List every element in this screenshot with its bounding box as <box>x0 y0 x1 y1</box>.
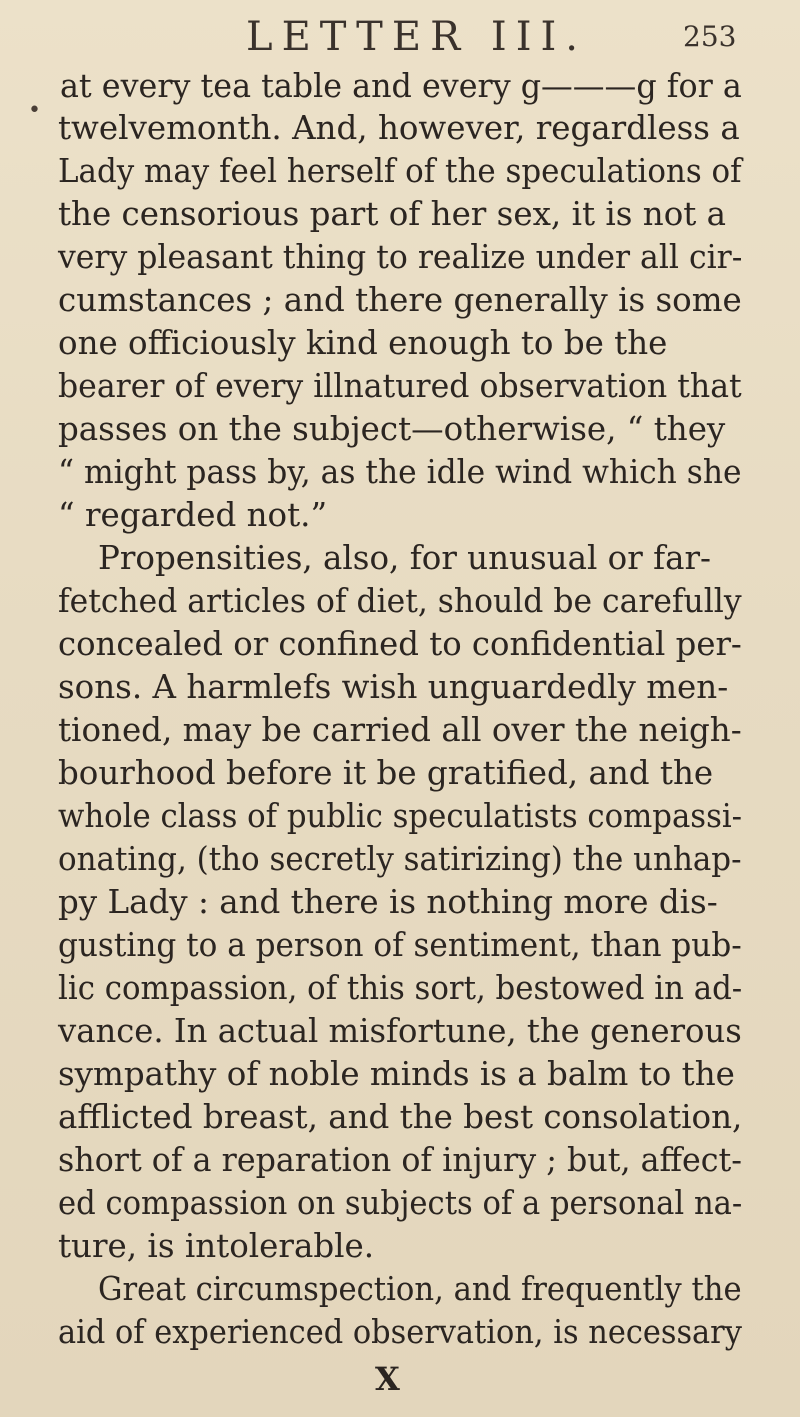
text-line: ture, is intolerable. <box>58 1227 375 1265</box>
text-line: Propensities, also, for unusual or far- <box>98 539 712 577</box>
margin-mark: • <box>28 98 41 123</box>
running-head <box>0 14 800 62</box>
text-line: bourhood before it be gratified, and the <box>58 754 714 792</box>
text-line: passes on the subject—otherwise, “ they <box>58 410 726 448</box>
text-line: sympathy of noble minds is a balm to the <box>58 1055 735 1093</box>
text-line: onating, (tho secretly satirizing) the unhap- <box>58 840 742 878</box>
text-line: bearer of every illnatured observation that <box>58 367 742 405</box>
text-line: gusting to a person of sentiment, than pub- <box>58 926 742 964</box>
text-line: ed compassion on subjects of a personal na- <box>58 1184 743 1222</box>
text-line: afflicted breast, and the best consolation, <box>58 1098 743 1136</box>
text-line: Lady may feel herself of the speculations of <box>58 152 742 190</box>
text-line: one officiously kind enough to be the <box>58 324 668 362</box>
page-number: 253 <box>683 20 737 53</box>
text-line: twelvemonth. And, however, regardless a <box>58 109 740 147</box>
text-line: vance. In actual misfortune, the generous <box>58 1012 742 1050</box>
text-line: sons. A harmlefs wish unguardedly men- <box>58 668 729 706</box>
text-line: at every tea table and every g———g for a <box>60 67 742 105</box>
text-line: whole class of public speculatists compassi- <box>58 797 743 835</box>
text-line: cumstances ; and there generally is some <box>58 281 742 319</box>
text-line: Great circumspection, and frequently the <box>98 1270 742 1308</box>
text-line: py Lady : and there is nothing more dis- <box>58 883 718 921</box>
text-line: lic compassion, of this sort, bestowed in ad- <box>58 969 743 1007</box>
text-line: fetched articles of diet, should be carefully <box>58 582 742 620</box>
chapter-heading: LETTER III. <box>246 14 588 60</box>
text-line: aid of experienced observation, is necessary <box>58 1313 742 1351</box>
text-line: tioned, may be carried all over the neigh- <box>58 711 742 749</box>
text-line: the censorious part of her sex, it is not a <box>58 195 727 233</box>
text-line: “ might pass by, as the idle wind which she <box>58 453 742 491</box>
text-line: very pleasant thing to realize under all cir- <box>58 238 743 276</box>
text-line: concealed or confined to confidential per- <box>58 625 742 663</box>
text-line: “ regarded not.” <box>58 496 328 534</box>
text-line: short of a reparation of injury ; but, affect- <box>58 1141 743 1179</box>
signature-mark: X <box>375 1360 400 1398</box>
